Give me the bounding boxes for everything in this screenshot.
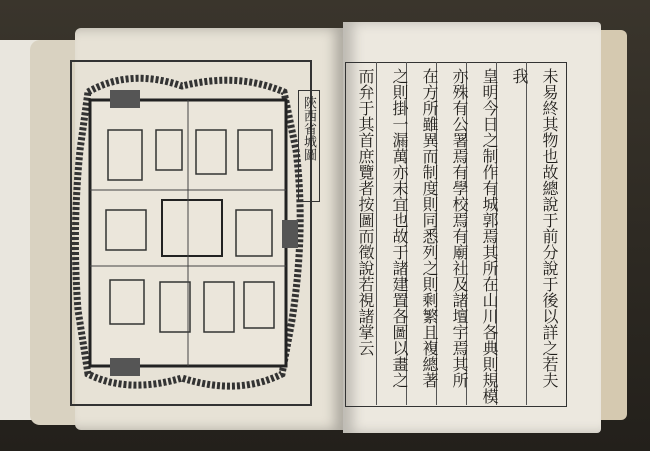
text-column-6: 之則掛一漏萬亦未宜也故于諸建置各圖以畫之 bbox=[390, 68, 409, 388]
text-column-5: 在方所雖異而制度則同悉列之則剩繁且複總著 bbox=[420, 68, 439, 388]
city-map-illustration bbox=[70, 60, 308, 402]
text-column-1: 未易終其物也故總說于前分說于後以詳之若夫 bbox=[540, 68, 559, 388]
north-gate bbox=[110, 90, 140, 108]
text-column-2: 我 bbox=[510, 68, 529, 84]
south-gate bbox=[110, 358, 140, 376]
text-column-3: 皇明今日之制作有城郭焉其所在山川各典則規模 bbox=[480, 68, 499, 404]
text-column-4: 亦殊有公署焉有學校焉有廟社及諸壇宇焉其所 bbox=[450, 68, 469, 388]
text-column-7: 而弁于其首庶覽者按圖而徵說若視諸掌云 bbox=[356, 68, 375, 356]
east-gate bbox=[282, 220, 298, 248]
side-label: 陝西省城圖 bbox=[301, 96, 316, 161]
